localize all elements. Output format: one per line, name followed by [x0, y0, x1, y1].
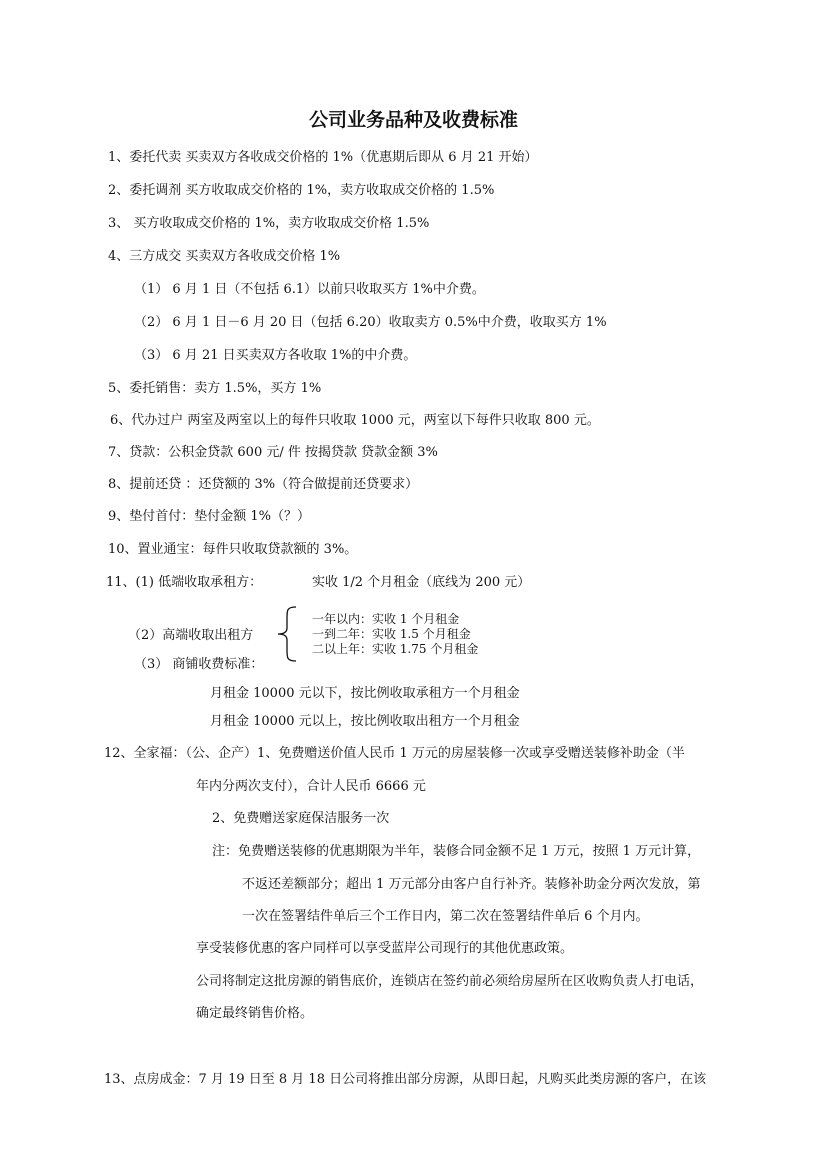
item-6: 6、代办过户 两室及两室以上的每件只收取 1000 元，两室以下每件只收取 800 元。	[110, 413, 600, 428]
item-13: 13、点房成金：7 月 19 日至 8 月 18 日公司将推出部分房源，从即日起，凡购买此类房源的客户，在该	[104, 1072, 707, 1087]
item-4: 4、三方成交 买卖双方各收成交价格 1%	[108, 249, 341, 264]
item-12-note-2: 不返还差额部分；超出 1 万元部分由客户自行补齐。装修补助金分两次发放，第	[242, 877, 701, 892]
item-5: 5、委托销售：卖方 1.5%，买方 1%	[108, 381, 322, 396]
item-4-sub-3: （3） 6 月 21 日买卖双方各收取 1%的中介费。	[134, 348, 417, 363]
item-2: 2、委托调剂 买方收取成交价格的 1%，卖方收取成交价格的 1.5%	[108, 183, 495, 198]
item-11-sub-2-label: （2）高端收取出租方	[128, 628, 254, 643]
item-12-pricing-1: 公司将制定这批房源的销售底价，连锁店在签约前必须给房屋所在区收购负责人打电话，	[196, 974, 704, 989]
item-4-sub-1: （1） 6 月 1 日（不包括 6.1）以前只收取买方 1%中介费。	[134, 282, 485, 297]
item-3: 3、 买方收取成交价格的 1%，卖方收取成交价格 1.5%	[108, 216, 430, 231]
item-11-sub-1-value: 实收 1/2 个月租金（底线为 200 元）	[312, 575, 531, 590]
item-11-sub-3-label: （3） 商铺收费标准：	[134, 657, 264, 672]
item-11-sub-1-label: 11、(1) 低端收取承租方：	[106, 575, 263, 590]
curly-brace-icon	[276, 606, 298, 662]
rent-tier-1: 一年以内：实收 1 个月租金	[312, 612, 460, 626]
shop-rule-2: 月租金 10000 元以上，按比例收取出租方一个月租金	[210, 714, 520, 729]
item-9: 9、垫付首付：垫付金额 1%（？）	[108, 509, 311, 524]
item-7: 7、贷款：公积金贷款 600 元/ 件 按揭贷款 贷款金额 3%	[108, 445, 438, 460]
item-12-policy: 享受装修优惠的客户同样可以享受蓝岸公司现行的其他优惠政策。	[196, 941, 574, 956]
item-10: 10、置业通宝：每件只收取贷款额的 3%。	[108, 542, 358, 557]
item-12-sub-2: 2、免费赠送家庭保洁服务一次	[212, 811, 390, 826]
item-8: 8、提前还贷 ：还贷额的 3%（符合做提前还贷要求）	[108, 477, 419, 492]
item-12: 12、全家福：（公、企产）1、免费赠送价值人民币 1 万元的房屋装修一次或享受赠送装修补助金（半	[104, 746, 685, 761]
document-title: 公司业务品种及收费标准	[308, 109, 518, 131]
item-12-note-3: 一次在签署结件单后三个工作日内，第二次在签署结件单后 6 个月内。	[242, 909, 649, 924]
item-12-pricing-2: 确定最终销售价格。	[196, 1006, 314, 1021]
shop-rule-1: 月租金 10000 元以下，按比例收取承租方一个月租金	[210, 686, 520, 701]
item-1: 1、委托代卖 买卖双方各收成交价格的 1%（优惠期后即从 6 月 21 开始）	[108, 150, 538, 165]
rent-tier-2: 一到二年：实收 1.5 个月租金	[312, 627, 471, 641]
item-12-note-1: 注：免费赠送装修的优惠期限为半年，装修合同金额不足 1 万元，按照 1 万元计算，	[212, 844, 701, 859]
item-12-cont: 年内分两次支付），合计人民币 6666 元	[196, 779, 426, 794]
item-4-sub-2: （2） 6 月 1 日－6 月 20 日（包括 6.20）收取卖方 0.5%中介费，收取买方 1%	[134, 315, 607, 330]
rent-tier-3: 二以上年：实收 1.75 个月租金	[312, 642, 479, 656]
